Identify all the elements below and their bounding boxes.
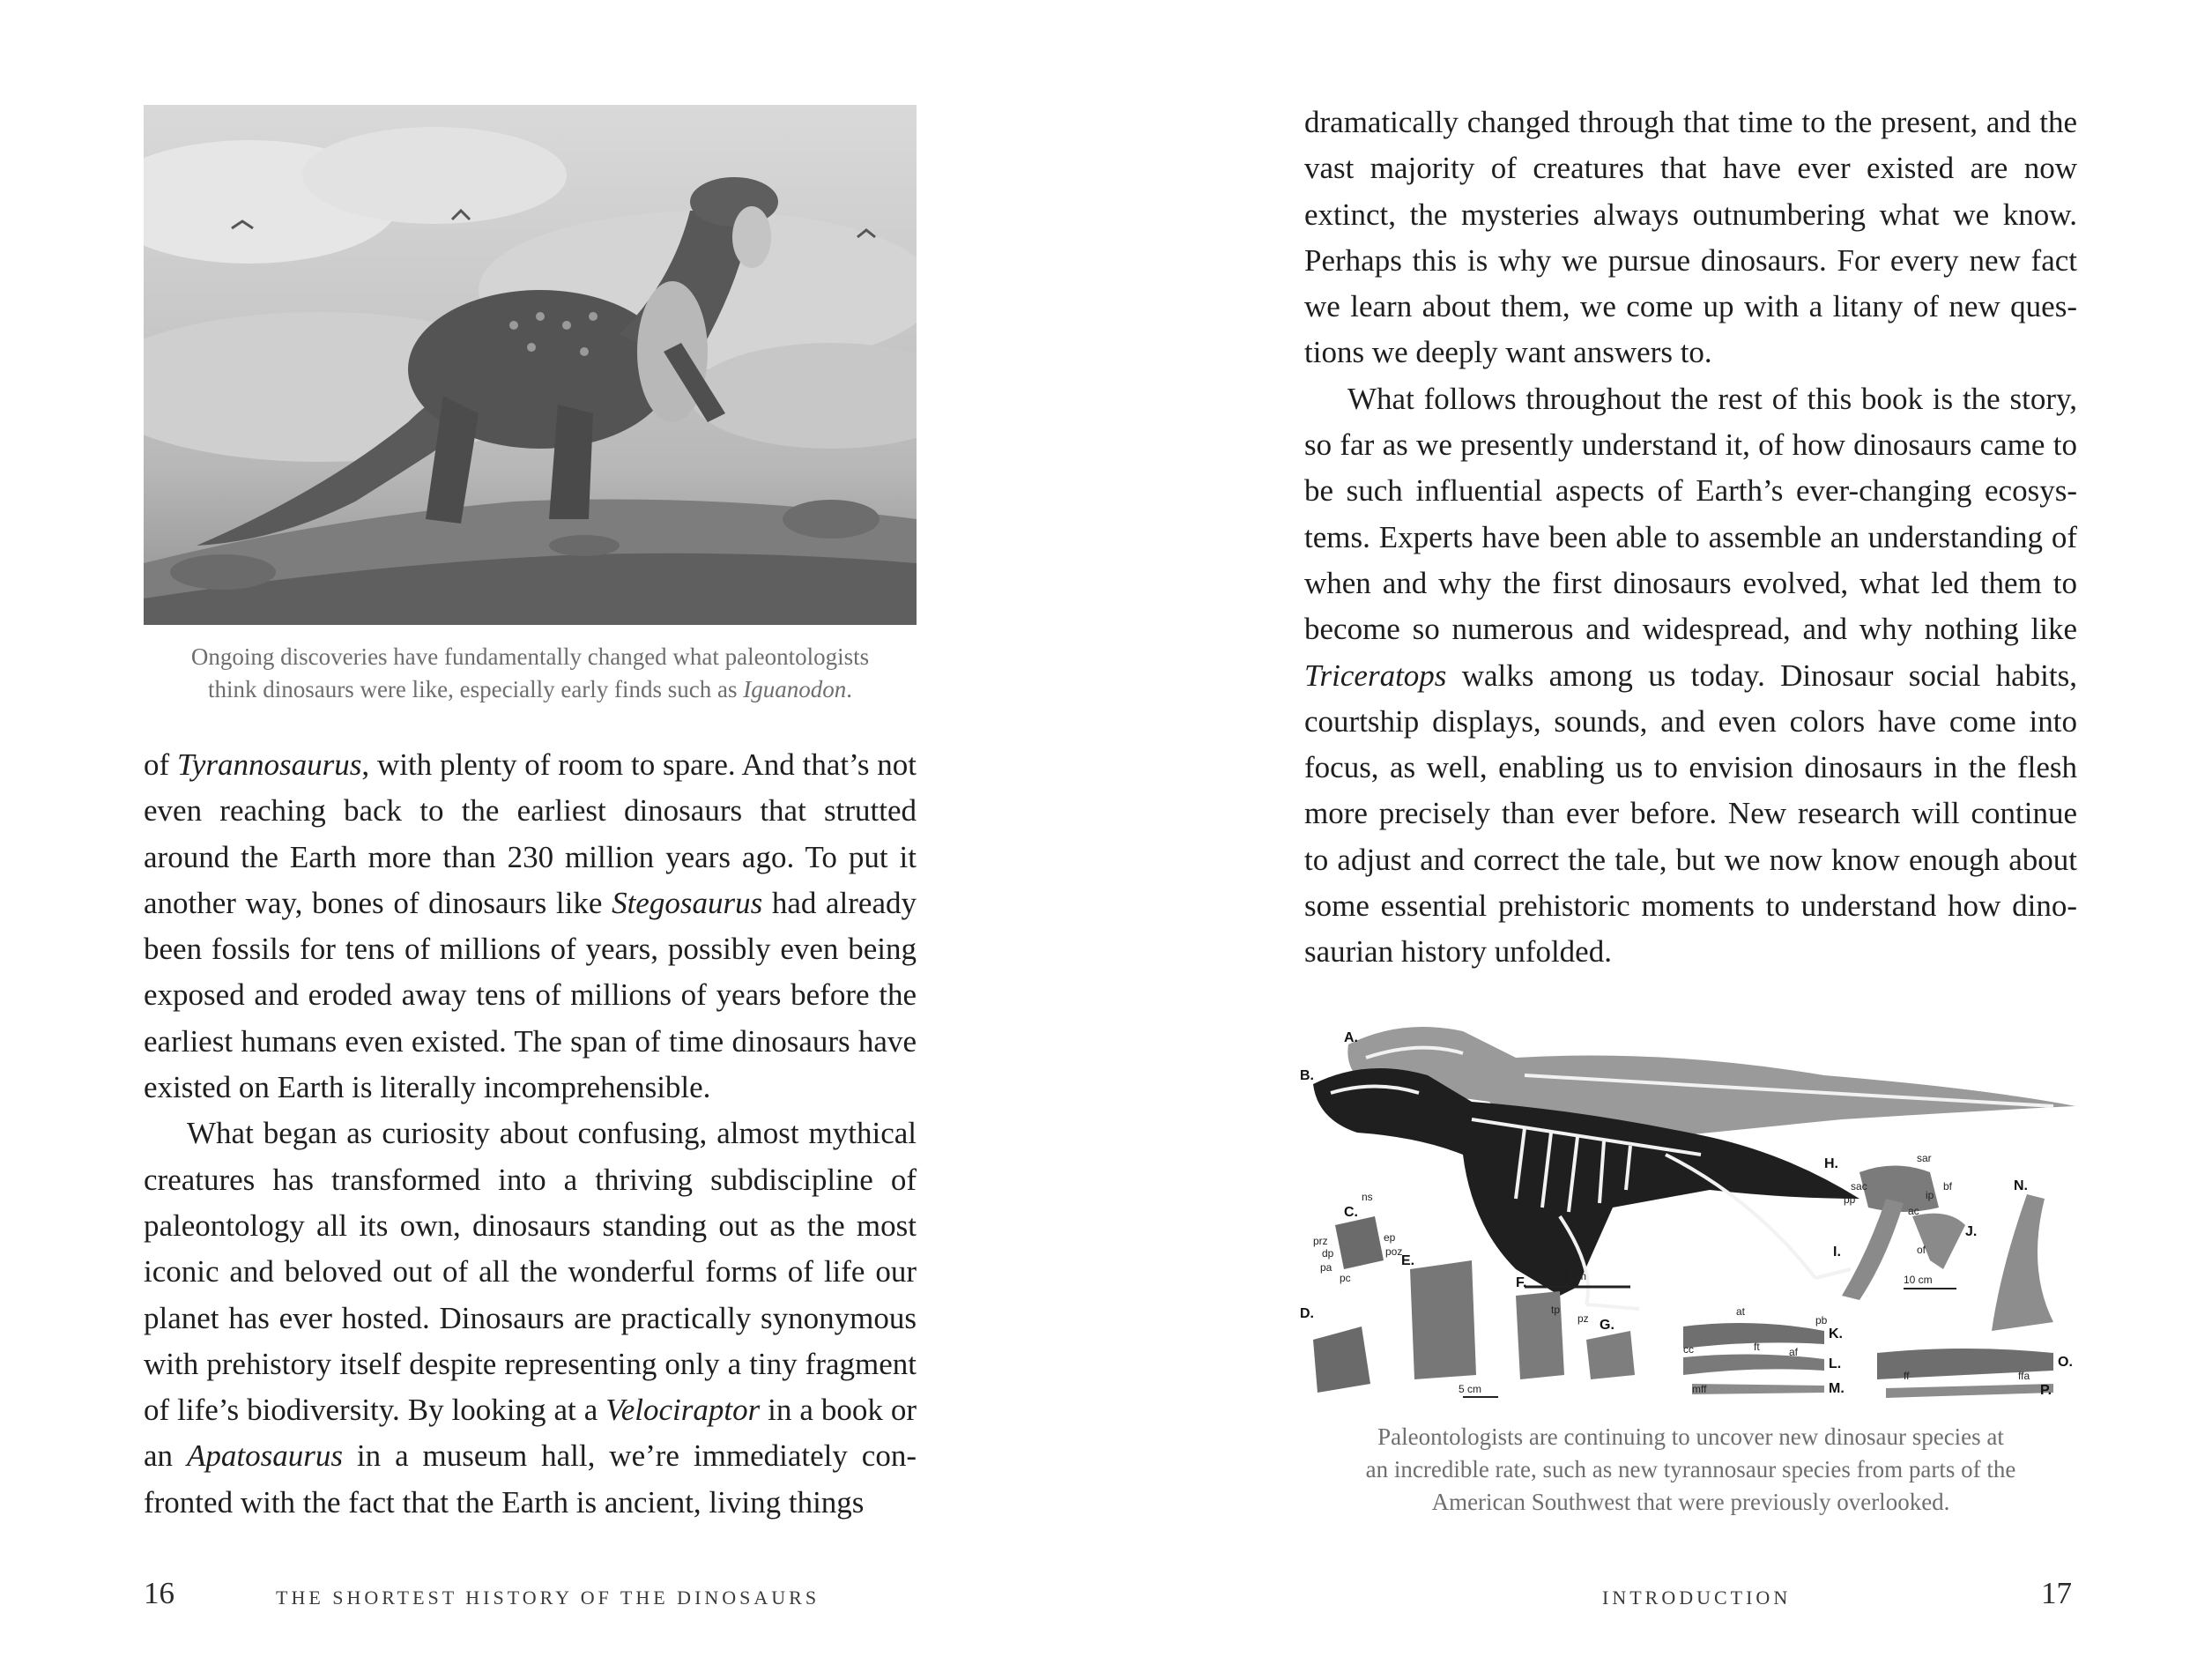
label-o: O. [2058,1355,2073,1370]
anno-pp: pp [1844,1193,1856,1206]
vertebra-e [1410,1260,1476,1379]
anno-ns: ns [1362,1191,1373,1203]
label-n: N. [2014,1178,2028,1193]
species-name: Velociraptor [605,1393,761,1428]
caption-line: an incredible rate, such as new tyrannosaur species from parts of the [1365,1456,2016,1483]
anno-ep: ep [1384,1231,1396,1244]
anno-ip: ip [1926,1189,1934,1201]
label-l: L. [1829,1356,1842,1371]
vertebra-c [1335,1216,1384,1269]
anno-dp: dp [1322,1247,1334,1260]
caption-line: Ongoing discoveries have fundamentally changed what paleontologists [190,643,870,670]
label-b: B. [1300,1068,1314,1083]
vertebra-d [1313,1326,1370,1393]
tyrannosaur-skeleton-figure [1295,1005,2080,1401]
left-body-text [144,742,917,1526]
paragraph [1304,376,2077,976]
paragraph: dramatically changed through that time to the present, and the vast majority of creatures that have ever existed are now extinct, the mysteries always outnumbering what we know. Perhaps this is why we pursue dinosaurs. For every new fact we learn about them, we come up with a litany of new questions we deeply want answers to. [1304,105,2077,370]
bone-m [1692,1384,1824,1394]
label-k: K. [1829,1326,1843,1341]
species-name: Apatosaurus [186,1438,343,1474]
anno-ac: ac [1908,1205,1919,1217]
anno-mff: mff [1692,1383,1707,1395]
label-g: G. [1600,1318,1614,1333]
label-j: J. [1965,1224,1978,1239]
iguanodon-illustration [144,105,917,625]
anno-of: of [1917,1244,1926,1256]
label-i: I. [1833,1245,1841,1260]
caption-text: think dinosaurs were like, especially early finds such as [207,676,744,702]
bone-l [1683,1354,1824,1375]
right-figure-caption [1304,1421,2077,1519]
left-figure-caption [144,641,917,706]
text-run: walks among us today. Dinosaur social habits, courtship displays, sounds, and even colors have come into focus, as well, enabling us to envision dinosaurs in the flesh more precisely than ever before. New research will continue to adjust and correct the tale, but we now know enough about some essential prehistoric moments to understand how dinosaurian history unfolded. [1304,658,2077,970]
bone-n [1992,1194,2053,1331]
caption-species: Iguanodon [743,676,847,702]
species-name: Triceratops [1304,658,1447,693]
text-run: What follows throughout the rest of this book is the story, so far as we presently understand it, of how dinosaurs came to be such influential aspects of Earth’s ever-changing ecosystems. Experts have been able to assemble an understanding of when and why the first dinosaurs evolved, what led them to become so numerous and widespread, and why nothing like [1304,381,2077,647]
anno-tp: tp [1551,1304,1561,1316]
anno-at: at [1736,1305,1746,1318]
anno-ft: ft [1754,1341,1760,1353]
species-name: Stegosaurus [612,885,763,920]
label-f: F. [1516,1275,1527,1290]
text-run: What began as curiosity about confusing, almost mythical creatures has transformed into a thriving subdiscipline of paleontology all its own, dinosaurs standing out as the most iconic and beloved out of all the wonderful forms of life our planet has ever hosted. Dinosaurs are practically synonymous with prehistory itself despite representing only a tiny fragment of life’s biodiversity. By looking at a [144,1116,917,1428]
text-run: in a museum hall, we’re immediately confronted with the fact that the Earth is ancient, living things [144,1438,917,1520]
label-p: P. [2040,1383,2052,1398]
anno-sac: sac [1851,1180,1867,1193]
anno-sar: sar [1917,1152,1932,1164]
anno-ff: ff [1904,1370,1910,1382]
anno-pb: pb [1815,1314,1828,1326]
label-c: C. [1344,1205,1358,1220]
label-h: H. [1824,1156,1838,1171]
anno-af: af [1789,1346,1799,1358]
page-number: 17 [2041,1576,2072,1610]
label-d: D. [1300,1306,1314,1321]
paragraph [144,742,917,1111]
right-body-text [1304,100,2077,976]
bone-i [1842,1199,1904,1300]
anno-prz: prz [1313,1235,1328,1247]
paragraph [144,1111,917,1526]
bone-j [1912,1214,1965,1269]
vertebra-g [1586,1331,1635,1379]
caption-line [144,673,917,706]
running-head: INTRODUCTION [1602,1587,1792,1609]
scale-label-5cm: 5 cm [1459,1383,1482,1395]
anno-bf: bf [1943,1180,1953,1193]
label-m: M. [1829,1381,1845,1396]
anno-pz: pz [1577,1312,1589,1325]
label-a: A. [1344,1030,1358,1045]
anno-ffa: ffa [2018,1370,2030,1382]
caption-line: American Southwest that were previously overlooked. [1431,1489,1950,1515]
anno-pa: pa [1320,1261,1332,1274]
label-e: E. [1401,1253,1415,1268]
species-name: Tyrannosaurus [176,747,362,782]
scale-label-1m: 1 m [1569,1270,1587,1282]
scale-label-10cm: 10 cm [1904,1274,1933,1286]
text-run: of [144,747,177,782]
caption-line: Paleontologists are continuing to uncover new dinosaur species at [1377,1423,2004,1450]
anno-cc: cc [1683,1343,1694,1356]
anno-pc: pc [1340,1272,1351,1284]
text-run: in a book or an [144,1393,917,1474]
text-run: , with plenty of room to spare. And that’s not even reaching back to the earliest dinosaurs that strutted around the Earth more than 230 million years ago. To put it another way, bones of dinosaurs like [144,747,917,920]
caption-text: . [846,676,853,702]
bone-p [1886,1384,2053,1398]
page-number: 16 [144,1576,174,1610]
text-run: had already been fossils for tens of millions of years, possibly even being exposed and eroded away tens of millions of years before the earliest humans even existed. The span of time dinosaurs have existed on Earth is literally incomprehensible. [144,885,917,1105]
running-head: THE SHORTEST HISTORY OF THE DINOSAURS [276,1587,820,1609]
anno-poz: poz [1385,1245,1403,1258]
